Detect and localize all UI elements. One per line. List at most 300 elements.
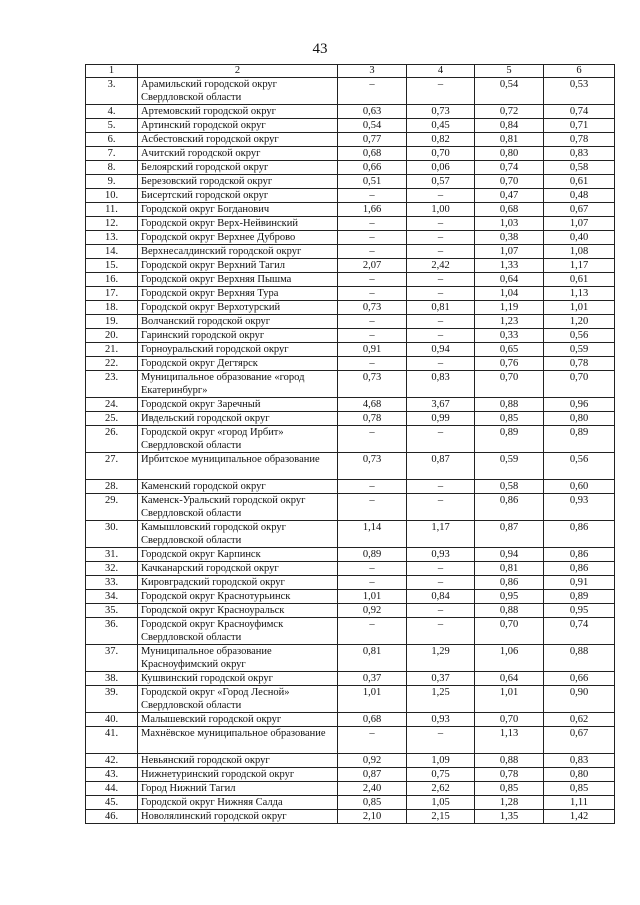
row-number-cell: 15. [86, 259, 138, 273]
value-cell-col5: 0,54 [475, 78, 544, 105]
column-header-5: 5 [475, 65, 544, 78]
row-number-cell: 16. [86, 273, 138, 287]
value-cell-col5: 1,04 [475, 287, 544, 301]
value-cell-col6: 1,42 [544, 810, 615, 824]
value-cell-col5: 0,78 [475, 768, 544, 782]
row-number-cell: 13. [86, 231, 138, 245]
value-cell-col3: – [338, 618, 407, 645]
value-cell-col6: 1,13 [544, 287, 615, 301]
value-cell-col6: 0,56 [544, 453, 615, 480]
municipality-name-cell: Городской округ Заречный [138, 398, 338, 412]
value-cell-col5: 0,64 [475, 672, 544, 686]
value-cell-col4: 1,25 [407, 686, 475, 713]
value-cell-col4: – [407, 78, 475, 105]
table-row [86, 453, 615, 480]
table-row [86, 727, 615, 754]
value-cell-col3: – [338, 315, 407, 329]
municipality-name-cell: Волчанский городской округ [138, 315, 338, 329]
value-cell-col5: 1,19 [475, 301, 544, 315]
value-cell-col5: 1,06 [475, 645, 544, 672]
municipality-name-cell: Городской округ Богданович [138, 203, 338, 217]
row-number-cell: 17. [86, 287, 138, 301]
row-number-cell: 36. [86, 618, 138, 645]
value-cell-col4: 3,67 [407, 398, 475, 412]
row-number-cell: 5. [86, 119, 138, 133]
value-cell-col5: 1,01 [475, 686, 544, 713]
value-cell-col3: 0,89 [338, 548, 407, 562]
municipality-name-cell: Город Нижний Тагил [138, 782, 338, 796]
value-cell-col4: – [407, 287, 475, 301]
table-row [86, 548, 615, 562]
value-cell-col4: – [407, 562, 475, 576]
table-row [86, 768, 615, 782]
value-cell-col4: 2,42 [407, 259, 475, 273]
municipality-name-cell: Ирбитское муниципальное образование [138, 453, 338, 480]
municipality-name-cell: Бисертский городской округ [138, 189, 338, 203]
table-row [86, 119, 615, 133]
table-row [86, 287, 615, 301]
value-cell-col5: 0,70 [475, 618, 544, 645]
value-cell-col4: – [407, 604, 475, 618]
value-cell-col5: 0,38 [475, 231, 544, 245]
table-row [86, 105, 615, 119]
value-cell-col4: 0,75 [407, 768, 475, 782]
value-cell-col6: 0,67 [544, 203, 615, 217]
value-cell-col5: 0,47 [475, 189, 544, 203]
row-number-cell: 40. [86, 713, 138, 727]
value-cell-col3: – [338, 562, 407, 576]
table-row [86, 217, 615, 231]
value-cell-col3: 0,73 [338, 371, 407, 398]
value-cell-col4: 0,99 [407, 412, 475, 426]
value-cell-col5: 0,59 [475, 453, 544, 480]
value-cell-col6: 0,56 [544, 329, 615, 343]
header-row [86, 65, 615, 78]
table-row [86, 301, 615, 315]
value-cell-col3: – [338, 245, 407, 259]
value-cell-col4: 0,84 [407, 590, 475, 604]
table-row [86, 645, 615, 672]
table-row [86, 672, 615, 686]
column-header-6: 6 [544, 65, 615, 78]
value-cell-col4: 0,06 [407, 161, 475, 175]
value-cell-col3: – [338, 78, 407, 105]
municipality-name-cell: Горноуральский городской округ [138, 343, 338, 357]
value-cell-col3: 1,01 [338, 686, 407, 713]
table-row [86, 329, 615, 343]
value-cell-col3: – [338, 189, 407, 203]
row-number-cell: 34. [86, 590, 138, 604]
row-number-cell: 43. [86, 768, 138, 782]
row-number-cell: 46. [86, 810, 138, 824]
value-cell-col5: 1,33 [475, 259, 544, 273]
row-number-cell: 26. [86, 426, 138, 453]
municipality-name-cell: Городской округ Верх-Нейвинский [138, 217, 338, 231]
value-cell-col6: 1,17 [544, 259, 615, 273]
municipality-name-cell: Городской округ Карпинск [138, 548, 338, 562]
table-row [86, 494, 615, 521]
value-cell-col6: 0,67 [544, 727, 615, 754]
value-cell-col6: 0,61 [544, 273, 615, 287]
value-cell-col5: 0,87 [475, 521, 544, 548]
table-row [86, 521, 615, 548]
table-row [86, 343, 615, 357]
value-cell-col5: 1,07 [475, 245, 544, 259]
value-cell-col5: 0,88 [475, 398, 544, 412]
value-cell-col3: 0,85 [338, 796, 407, 810]
value-cell-col5: 1,13 [475, 727, 544, 754]
municipality-name-cell: Березовский городской округ [138, 175, 338, 189]
value-cell-col3: – [338, 217, 407, 231]
value-cell-col4: – [407, 480, 475, 494]
value-cell-col6: 0,66 [544, 672, 615, 686]
municipality-name-cell: Каменский городской округ [138, 480, 338, 494]
row-number-cell: 28. [86, 480, 138, 494]
municipality-name-cell: Городской округ Нижняя Салда [138, 796, 338, 810]
value-cell-col4: – [407, 329, 475, 343]
row-number-cell: 39. [86, 686, 138, 713]
value-cell-col3: – [338, 494, 407, 521]
column-header-4: 4 [407, 65, 475, 78]
row-number-cell: 33. [86, 576, 138, 590]
value-cell-col4: 0,37 [407, 672, 475, 686]
value-cell-col6: 1,07 [544, 217, 615, 231]
value-cell-col3: – [338, 329, 407, 343]
row-number-cell: 30. [86, 521, 138, 548]
value-cell-col4: – [407, 315, 475, 329]
row-number-cell: 4. [86, 105, 138, 119]
row-number-cell: 41. [86, 727, 138, 754]
value-cell-col5: 1,28 [475, 796, 544, 810]
value-cell-col6: 0,70 [544, 371, 615, 398]
value-cell-col3: 2,07 [338, 259, 407, 273]
value-cell-col5: 0,88 [475, 754, 544, 768]
column-header-3: 3 [338, 65, 407, 78]
value-cell-col4: – [407, 273, 475, 287]
value-cell-col5: 0,70 [475, 713, 544, 727]
value-cell-col4: – [407, 618, 475, 645]
value-cell-col4: 0,57 [407, 175, 475, 189]
data-table [85, 64, 615, 824]
value-cell-col5: 1,23 [475, 315, 544, 329]
value-cell-col6: 0,78 [544, 357, 615, 371]
table-row [86, 231, 615, 245]
municipality-name-cell: Нижнетуринский городской округ [138, 768, 338, 782]
table-row [86, 357, 615, 371]
value-cell-col4: 0,83 [407, 371, 475, 398]
value-cell-col5: 0,81 [475, 562, 544, 576]
municipality-name-cell: Арамильский городской округ Свердловской области [138, 78, 338, 105]
table-row [86, 782, 615, 796]
table-row [86, 754, 615, 768]
value-cell-col3: 4,68 [338, 398, 407, 412]
value-cell-col4: 2,15 [407, 810, 475, 824]
value-cell-col5: 0,68 [475, 203, 544, 217]
value-cell-col4: 0,87 [407, 453, 475, 480]
value-cell-col4: 1,17 [407, 521, 475, 548]
value-cell-col6: 0,58 [544, 161, 615, 175]
value-cell-col6: 1,20 [544, 315, 615, 329]
value-cell-col4: – [407, 245, 475, 259]
row-number-cell: 19. [86, 315, 138, 329]
table-row [86, 175, 615, 189]
row-number-cell: 7. [86, 147, 138, 161]
value-cell-col3: – [338, 287, 407, 301]
value-cell-col3: 0,87 [338, 768, 407, 782]
municipality-name-cell: Ачитский городской округ [138, 147, 338, 161]
value-cell-col5: 0,76 [475, 357, 544, 371]
value-cell-col6: 0,86 [544, 521, 615, 548]
table-row [86, 686, 615, 713]
value-cell-col4: 0,94 [407, 343, 475, 357]
value-cell-col6: 0,91 [544, 576, 615, 590]
table-row [86, 604, 615, 618]
table-row [86, 315, 615, 329]
value-cell-col6: 0,53 [544, 78, 615, 105]
table-row [86, 133, 615, 147]
municipality-name-cell: Каменск-Уральский городской округ Свердловской области [138, 494, 338, 521]
table-row [86, 562, 615, 576]
value-cell-col3: 0,91 [338, 343, 407, 357]
value-cell-col3: 2,10 [338, 810, 407, 824]
value-cell-col5: 1,35 [475, 810, 544, 824]
value-cell-col3: 0,73 [338, 453, 407, 480]
table-row [86, 147, 615, 161]
row-number-cell: 10. [86, 189, 138, 203]
value-cell-col3: 0,73 [338, 301, 407, 315]
municipality-name-cell: Городской округ «Город Лесной» Свердловской области [138, 686, 338, 713]
value-cell-col3: – [338, 426, 407, 453]
table-row [86, 480, 615, 494]
row-number-cell: 11. [86, 203, 138, 217]
row-number-cell: 3. [86, 78, 138, 105]
value-cell-col5: 0,94 [475, 548, 544, 562]
value-cell-col6: 0,74 [544, 105, 615, 119]
value-cell-col6: 0,40 [544, 231, 615, 245]
value-cell-col3: 0,37 [338, 672, 407, 686]
value-cell-col5: 0,89 [475, 426, 544, 453]
row-number-cell: 45. [86, 796, 138, 810]
value-cell-col3: 1,66 [338, 203, 407, 217]
value-cell-col5: 0,88 [475, 604, 544, 618]
municipality-name-cell: Гаринский городской округ [138, 329, 338, 343]
value-cell-col5: 0,33 [475, 329, 544, 343]
value-cell-col6: 0,85 [544, 782, 615, 796]
municipality-name-cell: Верхнесалдинский городской округ [138, 245, 338, 259]
municipality-name-cell: Городской округ Краснотурьинск [138, 590, 338, 604]
value-cell-col3: – [338, 727, 407, 754]
value-cell-col5: 0,58 [475, 480, 544, 494]
value-cell-col3: 0,77 [338, 133, 407, 147]
table-row [86, 426, 615, 453]
table-row [86, 713, 615, 727]
row-number-cell: 18. [86, 301, 138, 315]
value-cell-col6: 0,88 [544, 645, 615, 672]
municipality-name-cell: Городской округ «город Ирбит» Свердловской области [138, 426, 338, 453]
municipality-name-cell: Новолялинский городской округ [138, 810, 338, 824]
table-row [86, 371, 615, 398]
municipality-name-cell: Городской округ Верхний Тагил [138, 259, 338, 273]
value-cell-col3: 0,63 [338, 105, 407, 119]
municipality-name-cell: Городской округ Верхняя Пышма [138, 273, 338, 287]
page-number: 43 [312, 41, 328, 57]
value-cell-col5: 0,84 [475, 119, 544, 133]
value-cell-col6: 0,83 [544, 754, 615, 768]
value-cell-col4: 0,93 [407, 548, 475, 562]
row-number-cell: 9. [86, 175, 138, 189]
table-row [86, 273, 615, 287]
value-cell-col6: 0,71 [544, 119, 615, 133]
value-cell-col6: 0,86 [544, 562, 615, 576]
column-header-1: 1 [86, 65, 138, 78]
row-number-cell: 21. [86, 343, 138, 357]
value-cell-col4: – [407, 727, 475, 754]
value-cell-col3: 0,92 [338, 754, 407, 768]
value-cell-col6: 0,62 [544, 713, 615, 727]
value-cell-col3: 1,01 [338, 590, 407, 604]
value-cell-col6: 0,80 [544, 412, 615, 426]
value-cell-col3: 0,54 [338, 119, 407, 133]
row-number-cell: 37. [86, 645, 138, 672]
row-number-cell: 12. [86, 217, 138, 231]
row-number-cell: 35. [86, 604, 138, 618]
value-cell-col3: 0,68 [338, 147, 407, 161]
row-number-cell: 20. [86, 329, 138, 343]
value-cell-col6: 0,48 [544, 189, 615, 203]
row-number-cell: 31. [86, 548, 138, 562]
value-cell-col4: 1,29 [407, 645, 475, 672]
table-row [86, 161, 615, 175]
table-body [86, 78, 615, 824]
value-cell-col4: – [407, 217, 475, 231]
municipality-name-cell: Городской округ Дегтярск [138, 357, 338, 371]
row-number-cell: 24. [86, 398, 138, 412]
value-cell-col3: 1,14 [338, 521, 407, 548]
value-cell-col6: 0,95 [544, 604, 615, 618]
table-row [86, 412, 615, 426]
table-row [86, 245, 615, 259]
value-cell-col5: 0,70 [475, 175, 544, 189]
value-cell-col4: 1,05 [407, 796, 475, 810]
value-cell-col3: 0,78 [338, 412, 407, 426]
value-cell-col6: 0,59 [544, 343, 615, 357]
municipality-name-cell: Белоярский городской округ [138, 161, 338, 175]
row-number-cell: 6. [86, 133, 138, 147]
value-cell-col6: 0,89 [544, 426, 615, 453]
value-cell-col5: 0,70 [475, 371, 544, 398]
municipality-name-cell: Муниципальное образование «город Екатеринбург» [138, 371, 338, 398]
table-row [86, 810, 615, 824]
value-cell-col6: 1,01 [544, 301, 615, 315]
row-number-cell: 22. [86, 357, 138, 371]
municipality-name-cell: Артемовский городской округ [138, 105, 338, 119]
value-cell-col4: – [407, 357, 475, 371]
value-cell-col5: 0,86 [475, 576, 544, 590]
value-cell-col6: 0,60 [544, 480, 615, 494]
value-cell-col3: 0,92 [338, 604, 407, 618]
value-cell-col5: 0,85 [475, 782, 544, 796]
row-number-cell: 42. [86, 754, 138, 768]
value-cell-col3: – [338, 480, 407, 494]
municipality-name-cell: Ивдельский городской округ [138, 412, 338, 426]
value-cell-col5: 0,72 [475, 105, 544, 119]
municipality-name-cell: Артинский городской округ [138, 119, 338, 133]
row-number-cell: 8. [86, 161, 138, 175]
row-number-cell: 25. [86, 412, 138, 426]
value-cell-col4: 0,82 [407, 133, 475, 147]
value-cell-col3: – [338, 273, 407, 287]
value-cell-col4: 0,45 [407, 119, 475, 133]
value-cell-col4: 1,00 [407, 203, 475, 217]
value-cell-col3: 0,68 [338, 713, 407, 727]
value-cell-col5: 0,85 [475, 412, 544, 426]
value-cell-col6: 0,61 [544, 175, 615, 189]
value-cell-col4: 0,81 [407, 301, 475, 315]
row-number-cell: 32. [86, 562, 138, 576]
value-cell-col4: – [407, 189, 475, 203]
table-row [86, 189, 615, 203]
table-row [86, 259, 615, 273]
column-header-2: 2 [138, 65, 338, 78]
value-cell-col3: 0,81 [338, 645, 407, 672]
municipality-name-cell: Невьянский городской округ [138, 754, 338, 768]
municipality-name-cell: Муниципальное образование Красноуфимский округ [138, 645, 338, 672]
table-row [86, 203, 615, 217]
value-cell-col4: – [407, 576, 475, 590]
value-cell-col5: 0,86 [475, 494, 544, 521]
value-cell-col6: 0,74 [544, 618, 615, 645]
value-cell-col6: 0,86 [544, 548, 615, 562]
value-cell-col6: 0,90 [544, 686, 615, 713]
row-number-cell: 44. [86, 782, 138, 796]
value-cell-col4: 0,73 [407, 105, 475, 119]
value-cell-col6: 0,80 [544, 768, 615, 782]
value-cell-col4: 0,93 [407, 713, 475, 727]
value-cell-col3: – [338, 231, 407, 245]
value-cell-col4: – [407, 231, 475, 245]
value-cell-col4: – [407, 426, 475, 453]
row-number-cell: 23. [86, 371, 138, 398]
municipality-name-cell: Городской округ Красноуфимск Свердловской области [138, 618, 338, 645]
value-cell-col6: 0,93 [544, 494, 615, 521]
municipality-name-cell: Малышевский городской округ [138, 713, 338, 727]
table-row [86, 590, 615, 604]
value-cell-col5: 0,74 [475, 161, 544, 175]
value-cell-col5: 0,65 [475, 343, 544, 357]
municipality-name-cell: Городской округ Верхнее Дуброво [138, 231, 338, 245]
municipality-name-cell: Махнёвское муниципальное образование [138, 727, 338, 754]
value-cell-col4: 0,70 [407, 147, 475, 161]
value-cell-col6: 0,78 [544, 133, 615, 147]
value-cell-col6: 0,83 [544, 147, 615, 161]
value-cell-col3: 0,66 [338, 161, 407, 175]
value-cell-col3: 2,40 [338, 782, 407, 796]
table-row [86, 398, 615, 412]
table-row [86, 618, 615, 645]
value-cell-col6: 0,89 [544, 590, 615, 604]
value-cell-col5: 0,81 [475, 133, 544, 147]
value-cell-col3: – [338, 576, 407, 590]
table-row [86, 576, 615, 590]
value-cell-col6: 1,08 [544, 245, 615, 259]
municipality-name-cell: Асбестовский городской округ [138, 133, 338, 147]
municipality-name-cell: Кировградский городской округ [138, 576, 338, 590]
row-number-cell: 38. [86, 672, 138, 686]
value-cell-col4: – [407, 494, 475, 521]
row-number-cell: 27. [86, 453, 138, 480]
value-cell-col5: 0,95 [475, 590, 544, 604]
row-number-cell: 29. [86, 494, 138, 521]
